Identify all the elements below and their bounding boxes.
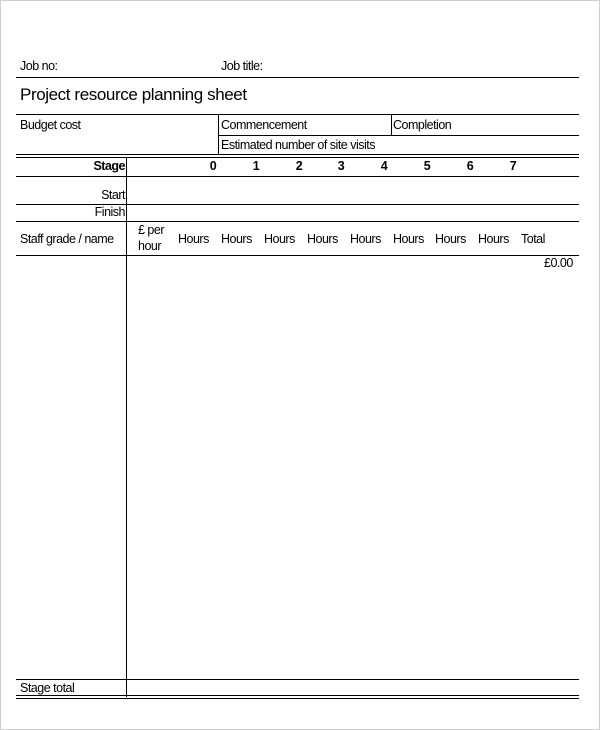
site-visits-label: Estimated number of site visits (221, 138, 376, 152)
stage-3: 3 (337, 159, 345, 173)
rate-label-line2: hour (138, 239, 162, 253)
sheet-title: Project resource planning sheet (20, 85, 247, 104)
stage-total-rule-1 (16, 695, 579, 696)
stage-total-top-rule (16, 679, 579, 680)
staff-grade-label: Staff grade / name (20, 232, 114, 246)
heading-rule (16, 255, 579, 256)
hours-stage-3: Hours (307, 232, 338, 246)
total-label: Total (521, 232, 545, 246)
hours-stage-6: Hours (435, 232, 466, 246)
stage-total-rule-2 (16, 698, 579, 699)
commencement-label: Commencement (221, 118, 307, 132)
stage-4: 4 (380, 159, 388, 173)
stage-total-label: Stage total (20, 681, 75, 695)
stage-6: 6 (466, 159, 474, 173)
stage-0: 0 (209, 159, 217, 173)
info-rule-1 (16, 154, 579, 155)
label-column-divider (126, 157, 127, 697)
budget-cost-label: Budget cost (20, 118, 81, 132)
stage-label: Stage (93, 159, 125, 173)
hours-stage-2: Hours (264, 232, 295, 246)
header-rule (16, 77, 579, 78)
start-label: Start (101, 188, 125, 202)
hours-stage-0: Hours (178, 232, 209, 246)
job-no-label: Job no: (20, 59, 58, 73)
hours-stage-1: Hours (221, 232, 252, 246)
completion-label: Completion (393, 118, 452, 132)
stage-rule (16, 176, 579, 177)
stage-1: 1 (252, 159, 260, 173)
stage-2: 2 (295, 159, 303, 173)
total-value: £0.00 (544, 256, 573, 270)
rate-label-line1: £ per (138, 223, 164, 237)
finish-label: Finish (94, 205, 125, 219)
hours-stage-4: Hours (350, 232, 381, 246)
hours-stage-5: Hours (393, 232, 424, 246)
job-title-label: Job title: (221, 59, 263, 73)
commencement-rule (218, 135, 579, 136)
stage-5: 5 (423, 159, 431, 173)
info-divider-right (391, 115, 392, 136)
finish-rule (16, 221, 579, 222)
stage-7: 7 (509, 159, 517, 173)
hours-stage-7: Hours (478, 232, 509, 246)
info-rule-2 (16, 157, 579, 158)
title-rule (16, 114, 579, 115)
